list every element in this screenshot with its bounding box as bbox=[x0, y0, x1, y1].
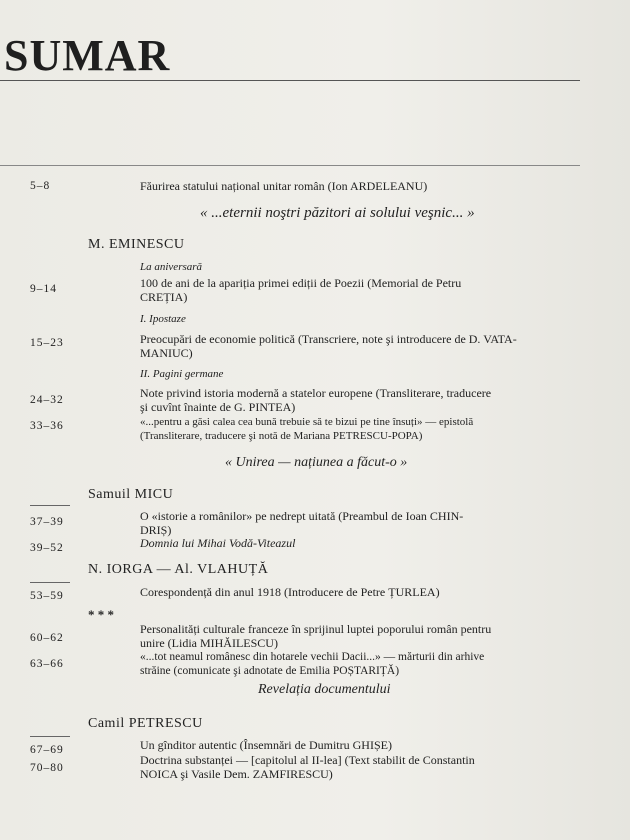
author-heading: M. EMINESCU bbox=[88, 237, 185, 252]
toc-entry-line: Note privind istoria modernă a statelor europene (Transliterare, traducere bbox=[140, 386, 492, 400]
toc-entry bbox=[140, 386, 580, 414]
subheading: II. Pagini germane bbox=[140, 368, 224, 380]
toc-entry-line: Preocupări de economie politică (Transcriere, note şi introducere de D. VATA- bbox=[140, 332, 517, 346]
toc-entry bbox=[140, 753, 580, 781]
author-heading: N. IORGA — Al. VLAHUȚĂ bbox=[88, 562, 269, 577]
title-rule bbox=[0, 80, 580, 81]
stars-separator: * * * bbox=[88, 607, 114, 622]
toc-entry bbox=[140, 650, 580, 678]
author-heading: Samuil MICU bbox=[88, 487, 174, 502]
page-range: 63–66 bbox=[30, 658, 64, 670]
short-rule bbox=[30, 736, 70, 737]
page-range: 53–59 bbox=[30, 590, 64, 602]
toc-entry: Domnia lui Mihai Vodă-Viteazul bbox=[140, 536, 296, 550]
subheading: I. Ipostaze bbox=[140, 313, 186, 325]
toc-entry-line: «...pentru a găsi calea cea bună trebuie să te bizui pe tine însuți» — epistolă bbox=[140, 416, 474, 428]
page-range: 67–69 bbox=[30, 744, 64, 756]
page-range: 60–62 bbox=[30, 632, 64, 644]
page-range: 70–80 bbox=[30, 762, 64, 774]
toc-entry-line: şi cuvînt înainte de G. PINTEA) bbox=[140, 400, 296, 414]
subheading: La aniversară bbox=[140, 261, 203, 273]
page-range: 24–32 bbox=[30, 394, 64, 406]
author-heading: Camil PETRESCU bbox=[88, 716, 203, 731]
page-range: 5–8 bbox=[30, 180, 51, 192]
section-heading: « Unirea — națiunea a făcut-o » bbox=[225, 455, 408, 470]
toc-entry-line: unire (Lidia MIHĂILESCU) bbox=[140, 636, 278, 650]
toc-entry-line: Personalități culturale franceze în sprijinul luptei poporului român pentru bbox=[140, 622, 492, 636]
toc-entry-line: străine (comunicate şi adnotate de Emilia POȘTARIȚĂ) bbox=[140, 665, 400, 677]
contents-rule bbox=[0, 165, 580, 166]
toc-entry-line: NOICA şi Vasile Dem. ZAMFIRESCU) bbox=[140, 767, 333, 781]
toc-entry-line: MANIUC) bbox=[140, 346, 193, 360]
short-rule bbox=[30, 582, 70, 583]
toc-entry bbox=[140, 276, 580, 304]
toc-entry-line: «...tot neamul românesc din hotarele vechii Dacii...» — mărturii din arhive bbox=[140, 651, 485, 663]
toc-entry-line: CREȚIA) bbox=[140, 290, 188, 304]
toc-entry-line: 100 de ani de la apariția primei ediții de Poezii (Memorial de Petru bbox=[140, 276, 462, 290]
toc-entry-line: DRIȘ) bbox=[140, 523, 172, 537]
section-heading: Revelația documentului bbox=[258, 682, 391, 697]
page-range: 15–23 bbox=[30, 337, 64, 349]
page-range: 33–36 bbox=[30, 420, 64, 432]
page-range: 39–52 bbox=[30, 542, 64, 554]
toc-entry bbox=[140, 622, 580, 650]
toc-entry-line: O «istorie a românilor» pe nedrept uitată (Preambul de Ioan CHIN- bbox=[140, 509, 464, 523]
short-rule bbox=[30, 505, 70, 506]
toc-entry: Un gînditor autentic (Însemnări de Dumitru GHIȘE) bbox=[140, 738, 392, 752]
page-range: 37–39 bbox=[30, 516, 64, 528]
toc-entry-line: (Transliterare, traducere şi notă de Mariana PETRESCU-POPA) bbox=[140, 430, 423, 442]
section-heading: « ...eternii noştri păzitori ai solului veşnic... » bbox=[200, 205, 475, 221]
toc-entry: Făurirea statului național unitar român (Ion ARDELEANU) bbox=[140, 179, 428, 193]
page-range: 9–14 bbox=[30, 283, 57, 295]
toc-entry bbox=[140, 415, 580, 443]
page-title: SUMAR bbox=[4, 31, 171, 80]
toc-entry bbox=[140, 509, 580, 537]
toc-entry-line: Doctrina substanței — [capitolul al II-lea] (Text stabilit de Constantin bbox=[140, 753, 475, 767]
toc-entry bbox=[140, 332, 580, 360]
toc-entry: Corespondență din anul 1918 (Introducere de Petre ȚURLEA) bbox=[140, 585, 440, 599]
